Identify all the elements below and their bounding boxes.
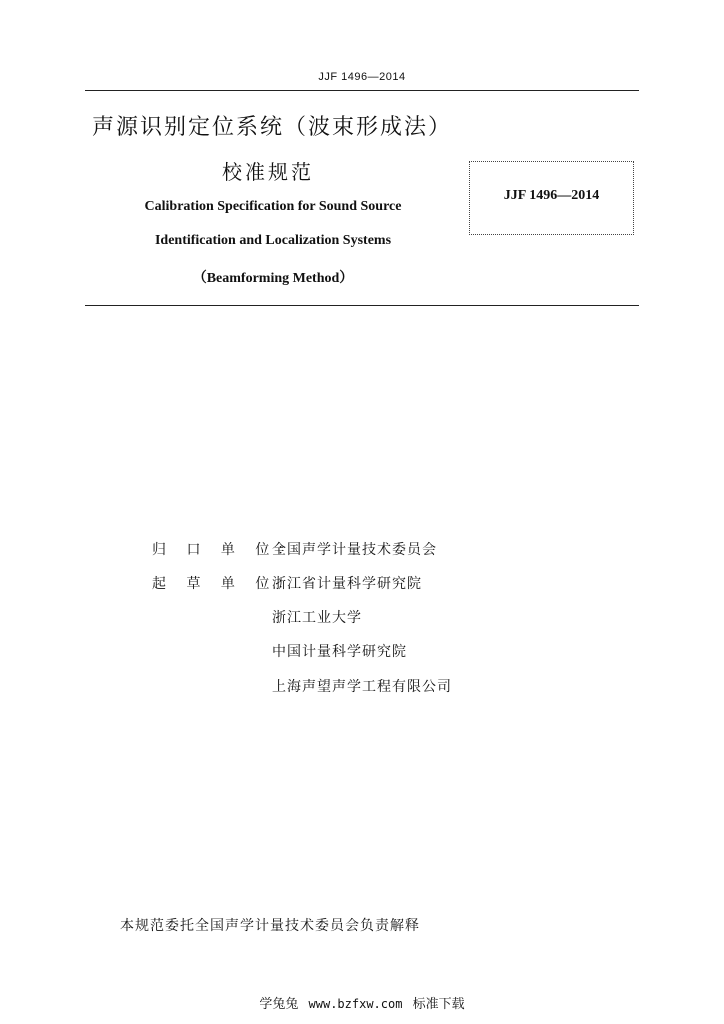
subtitle-chinese: 校准规范	[222, 160, 314, 184]
standard-code-box	[469, 161, 634, 235]
drafting-unit-label: 起 草 单 位：	[152, 576, 300, 592]
drafting-unit-value-2: 浙江工业大学	[272, 610, 362, 626]
footer-tagline: 标准下载	[412, 997, 465, 1012]
footer-url-link[interactable]: www.bzfxw.com	[308, 997, 403, 1011]
responsible-unit-label: 归 口 单 位：	[152, 542, 300, 558]
header-rule	[85, 90, 639, 91]
header-standard-code: JJF 1496—2014	[318, 71, 406, 83]
drafting-unit-row	[152, 573, 422, 593]
responsible-unit-value: 全国声学计量技术委员会	[272, 542, 437, 558]
title-rule	[85, 305, 639, 306]
drafting-unit-value-1: 浙江省计量科学研究院	[272, 576, 422, 592]
title-english-line-1: Calibration Specification for Sound Source	[144, 199, 402, 214]
footer-site-name: 学兔兔	[259, 997, 299, 1012]
footer-watermark	[0, 993, 724, 1012]
interpretation-statement: 本规范委托全国声学计量技术委员会负责解释	[120, 918, 420, 934]
standard-code-box-text: JJF 1496—2014	[503, 188, 600, 203]
drafting-unit-value-4: 上海声望声学工程有限公司	[272, 679, 452, 695]
title-chinese: 声源识别定位系统（波束形成法）	[92, 115, 453, 140]
drafting-unit-value-3: 中国计量科学研究院	[272, 644, 407, 660]
title-english-line-2: Identification and Localization Systems	[154, 233, 392, 248]
responsible-unit-row	[152, 539, 437, 559]
title-english-line-3: （Beamforming Method）	[192, 271, 354, 286]
